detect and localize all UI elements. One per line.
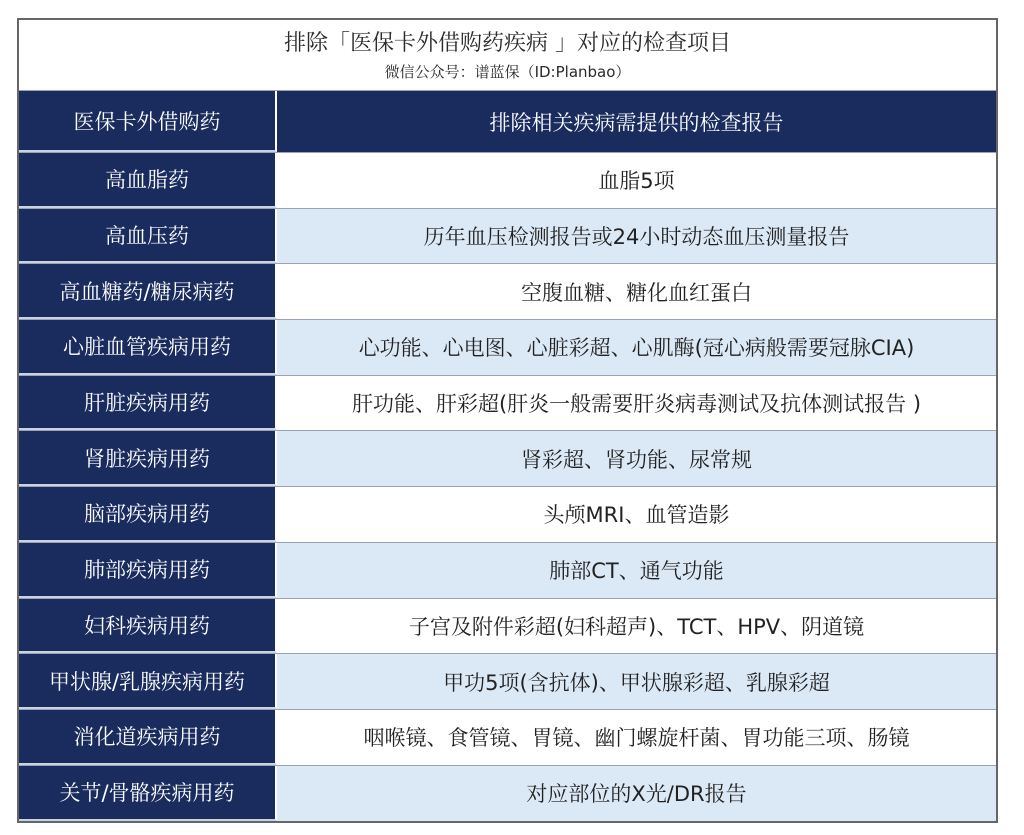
table-row — [19, 543, 996, 599]
header-drug-column: 医保卡外借购药 — [19, 91, 277, 152]
page-subtitle: 微信公众号：谱蓝保（ID:Planbao） — [384, 63, 631, 81]
document-frame — [17, 18, 998, 823]
required-report-cell: 心功能、心电图、心脏彩超、心肌酶(冠心病般需要冠脉CIA) — [277, 320, 996, 375]
required-report-cell: 空腹血糖、糖化血红蛋白 — [277, 264, 996, 319]
table-row — [19, 654, 996, 710]
table-row — [19, 766, 996, 822]
checkup-table — [19, 91, 996, 821]
drug-category-cell: 高血脂药 — [19, 153, 277, 208]
drug-category-cell: 肝脏疾病用药 — [19, 376, 277, 431]
table-row — [19, 487, 996, 543]
table-row — [19, 264, 996, 320]
required-report-cell: 甲功5项(含抗体)、甲状腺彩超、乳腺彩超 — [277, 654, 996, 709]
required-report-cell: 肺部CT、通气功能 — [277, 543, 996, 598]
required-report-cell: 血脂5项 — [277, 153, 996, 208]
required-report-cell: 头颅MRI、血管造影 — [277, 487, 996, 542]
table-row — [19, 599, 996, 655]
table-row — [19, 710, 996, 766]
required-report-cell: 咽喉镜、食管镜、胃镜、幽门螺旋杆菌、胃功能三项、肠镜 — [277, 710, 996, 765]
table-row — [19, 431, 996, 487]
drug-category-cell: 关节/骨骼疾病用药 — [19, 766, 277, 822]
required-report-cell: 对应部位的X光/DR报告 — [277, 766, 996, 822]
drug-category-cell: 肺部疾病用药 — [19, 543, 277, 598]
table-body — [19, 153, 996, 821]
drug-category-cell: 脑部疾病用药 — [19, 487, 277, 542]
drug-category-cell: 消化道疾病用药 — [19, 710, 277, 765]
drug-category-cell: 高血糖药/糖尿病药 — [19, 264, 277, 319]
table-row — [19, 376, 996, 432]
header-report-column: 排除相关疾病需提供的检查报告 — [277, 91, 996, 152]
title-block — [19, 20, 996, 91]
required-report-cell: 肾彩超、肾功能、尿常规 — [277, 431, 996, 486]
drug-category-cell: 妇科疾病用药 — [19, 599, 277, 654]
page-title: 排除「医保卡外借购药疾病 」对应的检查项目 — [284, 31, 731, 56]
drug-category-cell: 肾脏疾病用药 — [19, 431, 277, 486]
drug-category-cell: 甲状腺/乳腺疾病用药 — [19, 654, 277, 709]
table-header-row — [19, 91, 996, 153]
required-report-cell: 肝功能、肝彩超(肝炎一般需要肝炎病毒测试及抗体测试报告 ) — [277, 376, 996, 431]
required-report-cell: 子宫及附件彩超(妇科超声)、TCT、HPV、阴道镜 — [277, 599, 996, 654]
table-row — [19, 153, 996, 209]
drug-category-cell: 高血压药 — [19, 209, 277, 264]
table-row — [19, 209, 996, 265]
table-row — [19, 320, 996, 376]
drug-category-cell: 心脏血管疾病用药 — [19, 320, 277, 375]
required-report-cell: 历年血压检测报告或24小时动态血压测量报告 — [277, 209, 996, 264]
